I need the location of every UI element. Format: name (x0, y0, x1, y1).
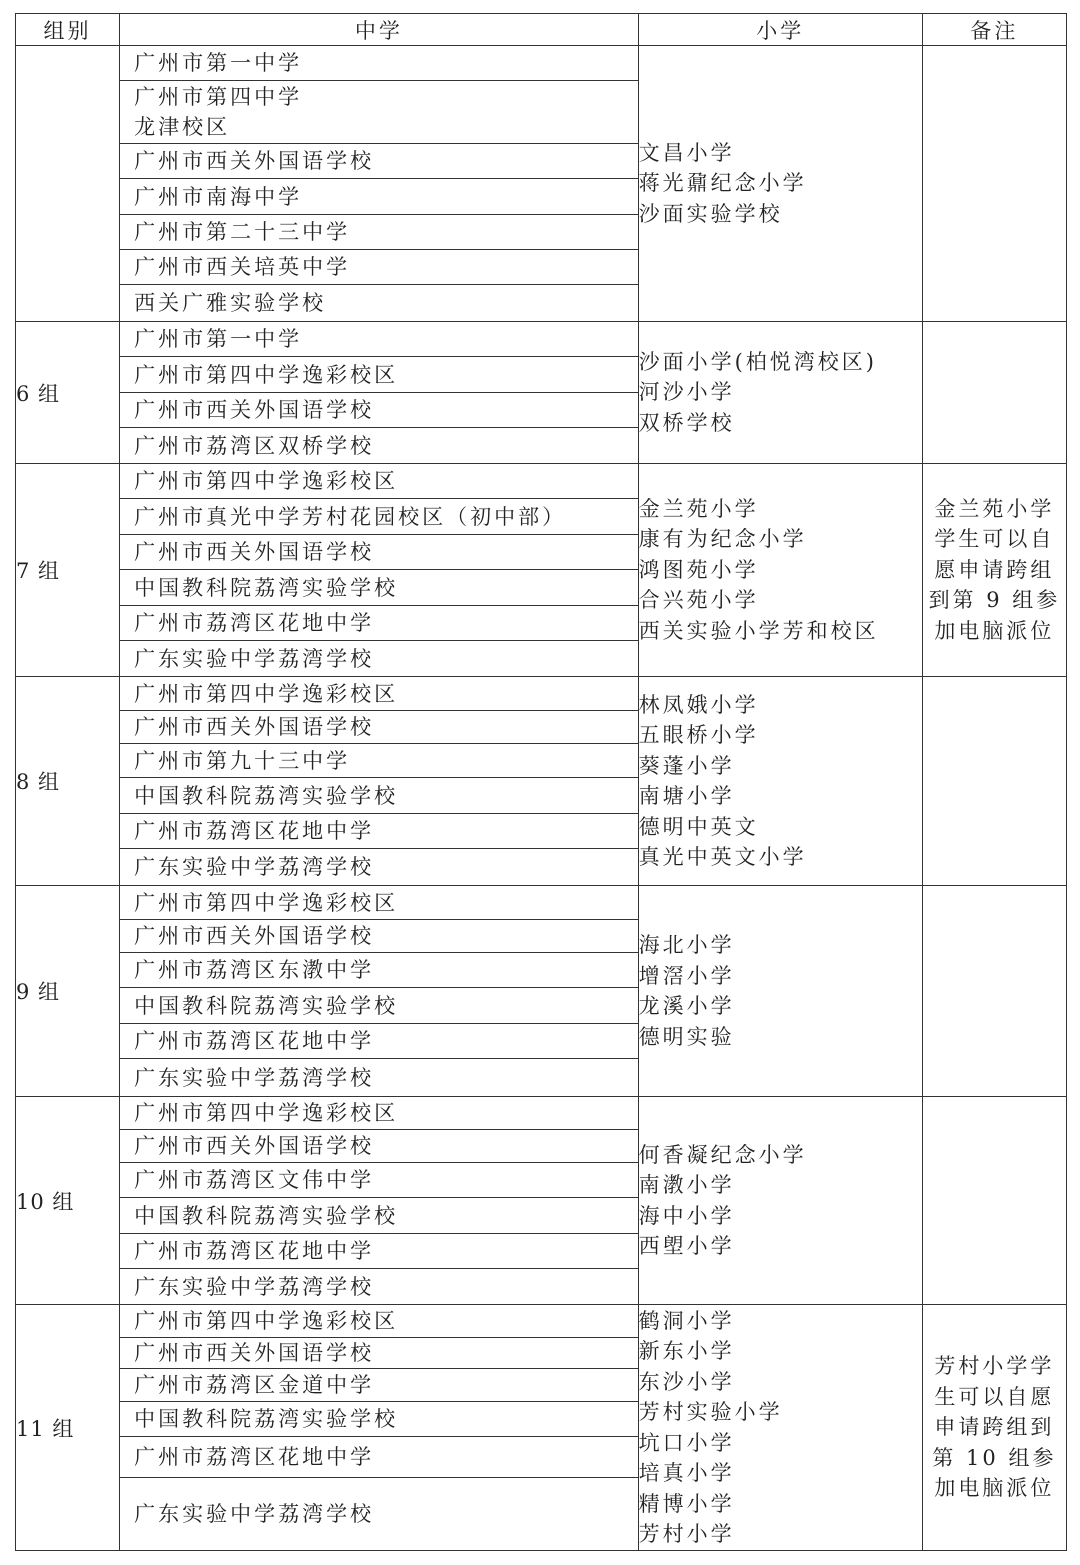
group-label: 9 组 (16, 886, 120, 1097)
group-label (16, 46, 120, 322)
middle-school-cell (120, 1097, 638, 1305)
primary-school-cell (638, 677, 922, 886)
middle-school-item: 中国教科院荔湾实验学校 (120, 570, 637, 606)
note-line: 申请跨组到 (934, 1415, 1055, 1440)
primary-school-item: 培真小学 (638, 1461, 735, 1485)
middle-school-item: 广州市西关外国语学校 (120, 1130, 637, 1163)
primary-school-cell (638, 46, 922, 322)
middle-school-cell (120, 677, 638, 886)
primary-school-item: 芳村实验小学 (638, 1400, 783, 1424)
note-cell (922, 677, 1066, 886)
middle-school-item: 广州市西关外国语学校 (120, 920, 637, 953)
primary-school-item: 南塘小学 (638, 784, 735, 808)
middle-school-cell (120, 464, 638, 677)
middle-school-item: 广州市荔湾区花地中学 (120, 1234, 637, 1269)
note-line: 学生可以自 (934, 527, 1055, 552)
primary-school-item: 蒋光鼐纪念小学 (638, 171, 807, 196)
note-cell (922, 46, 1066, 322)
header-primary-school: 小学 (638, 14, 922, 46)
note-line: 到第 9 组参 (928, 588, 1061, 613)
group-row (16, 1305, 1067, 1551)
primary-school-item: 坑口小学 (638, 1430, 735, 1455)
header-row (16, 14, 1067, 46)
primary-school-cell (638, 1097, 922, 1305)
primary-school-item: 龙溪小学 (638, 994, 735, 1018)
primary-school-item: 康有为纪念小学 (638, 527, 807, 552)
middle-school-item: 广州市荔湾区东漖中学 (120, 953, 637, 988)
primary-school-cell (638, 464, 922, 677)
middle-school-item: 中国教科院荔湾实验学校 (120, 1198, 637, 1234)
middle-school-item: 中国教科院荔湾实验学校 (120, 988, 637, 1024)
middle-school-item: 广东实验中学荔湾学校 (134, 1502, 375, 1526)
note-cell (922, 464, 1066, 677)
note-line: 加电脑派位 (934, 618, 1055, 643)
middle-school-cell (120, 1305, 638, 1551)
primary-school-item: 真光中英文小学 (638, 845, 807, 869)
note-line: 芳村小学学 (934, 1354, 1055, 1379)
group-row (16, 886, 1067, 1097)
middle-school-item: 广东实验中学荔湾学校 (134, 855, 375, 879)
primary-school-item: 德明中英文 (638, 814, 759, 839)
header-middle-school: 中学 (120, 14, 638, 46)
middle-school-item: 广东实验中学荔湾学校 (134, 646, 375, 671)
primary-school-item: 双桥学校 (638, 410, 735, 435)
middle-school-item: 广州市第四中学逸彩校区 (120, 357, 637, 393)
middle-school-item: 西关广雅实验学校 (134, 291, 327, 315)
note-line: 金兰苑小学 (934, 496, 1055, 521)
group-label: 10 组 (16, 1097, 120, 1305)
primary-school-item: 何香凝纪念小学 (638, 1142, 807, 1167)
middle-school-item: 广州市第九十三中学 (120, 744, 637, 778)
primary-school-item: 合兴苑小学 (638, 588, 759, 613)
middle-school-cell (120, 322, 638, 464)
primary-school-item: 河沙小学 (638, 380, 735, 405)
note-cell (922, 1097, 1066, 1305)
group-row (16, 46, 1067, 322)
middle-school-list (120, 1305, 637, 1550)
primary-school-item: 沙面小学(柏悦湾校区) (638, 349, 877, 374)
group-label: 11 组 (16, 1305, 120, 1551)
middle-school-item: 广州市西关培英中学 (120, 250, 637, 285)
primary-school-item: 海北小学 (638, 933, 735, 957)
group-row (16, 677, 1067, 886)
primary-school-item: 文昌小学 (638, 140, 735, 165)
note-line: 愿申请跨组 (934, 557, 1055, 582)
middle-school-item: 广州市南海中学 (120, 179, 637, 215)
middle-school-item: 广州市西关外国语学校 (120, 535, 637, 570)
primary-school-item: 沙面实验学校 (638, 201, 783, 226)
middle-school-item: 广州市荔湾区花地中学 (120, 1437, 637, 1478)
primary-school-cell (638, 322, 922, 464)
primary-school-item: 五眼桥小学 (638, 723, 759, 747)
note-line: 生可以自愿 (934, 1384, 1055, 1409)
middle-school-item: 中国教科院荔湾实验学校 (120, 1402, 637, 1437)
middle-school-item: 广州市荔湾区花地中学 (120, 1024, 637, 1059)
group-row (16, 464, 1067, 677)
middle-school-item: 广州市西关外国语学校 (120, 1338, 637, 1369)
middle-school-item: 中国教科院荔湾实验学校 (120, 778, 637, 814)
header-group: 组别 (16, 14, 120, 46)
group-label: 6 组 (16, 322, 120, 464)
middle-school-item: 广州市第四中学逸彩校区 (120, 1097, 637, 1130)
middle-school-item: 广州市西关外国语学校 (120, 711, 637, 744)
primary-school-item: 芳村小学 (638, 1522, 735, 1546)
primary-school-item: 南漖小学 (638, 1173, 735, 1197)
middle-school-item: 广州市第一中学 (120, 322, 637, 357)
middle-school-item: 广州市第四中学逸彩校区 (120, 1305, 637, 1338)
primary-school-cell (638, 886, 922, 1097)
middle-school-item: 广州市第四中学 龙津校区 (120, 81, 637, 144)
note-cell (922, 1305, 1066, 1551)
primary-school-item: 金兰苑小学 (638, 496, 759, 521)
middle-school-list (120, 46, 637, 321)
note-cell (922, 886, 1066, 1097)
primary-school-item: 新东小学 (638, 1339, 735, 1363)
primary-school-cell (638, 1305, 922, 1551)
group-row (16, 322, 1067, 464)
note-line: 第 10 组参 (932, 1445, 1057, 1470)
middle-school-list (120, 677, 637, 885)
middle-school-item: 广州市第四中学逸彩校区 (120, 464, 637, 499)
group-row (16, 1097, 1067, 1305)
middle-school-list (120, 886, 637, 1096)
middle-school-list (120, 464, 637, 676)
primary-school-item: 东沙小学 (638, 1369, 735, 1394)
primary-school-item: 林凤娥小学 (638, 692, 759, 717)
middle-school-cell (120, 46, 638, 322)
middle-school-item: 广州市第四中学逸彩校区 (120, 886, 637, 920)
primary-school-item: 德明实验 (638, 1024, 735, 1049)
middle-school-item: 广州市第四中学逸彩校区 (120, 677, 637, 711)
middle-school-item: 广州市荔湾区金道中学 (120, 1369, 637, 1402)
note-cell (922, 322, 1066, 464)
note-line: 加电脑派位 (934, 1476, 1055, 1501)
primary-school-item: 鹤洞小学 (638, 1308, 735, 1333)
middle-school-item: 广州市真光中学芳村花园校区（初中部） (120, 499, 637, 535)
primary-school-item: 海中小学 (638, 1203, 735, 1228)
primary-school-item: 西关实验小学芳和校区 (638, 618, 879, 643)
middle-school-item: 广州市荔湾区双桥学校 (134, 433, 375, 458)
middle-school-item: 广州市荔湾区花地中学 (120, 814, 637, 849)
middle-school-list (120, 1097, 637, 1304)
primary-school-item: 西塱小学 (638, 1234, 735, 1258)
middle-school-item: 广州市西关外国语学校 (120, 144, 637, 179)
middle-school-item: 广州市第一中学 (120, 46, 637, 81)
middle-school-cell (120, 886, 638, 1097)
group-label: 7 组 (16, 464, 120, 677)
middle-school-item: 广州市第二十三中学 (120, 215, 637, 250)
primary-school-item: 增滘小学 (638, 963, 735, 988)
primary-school-item: 葵蓬小学 (638, 753, 735, 778)
middle-school-item: 广州市荔湾区文伟中学 (120, 1163, 637, 1198)
primary-school-item: 鸿图苑小学 (638, 557, 759, 582)
middle-school-item: 广州市西关外国语学校 (120, 393, 637, 428)
school-group-table (15, 13, 1067, 1551)
middle-school-list (120, 322, 637, 463)
primary-school-item: 精博小学 (638, 1491, 735, 1516)
middle-school-item: 广东实验中学荔湾学校 (134, 1274, 375, 1299)
middle-school-item: 广东实验中学荔湾学校 (134, 1065, 375, 1090)
middle-school-item: 广州市荔湾区花地中学 (120, 606, 637, 641)
header-note: 备注 (922, 14, 1066, 46)
group-label: 8 组 (16, 677, 120, 886)
